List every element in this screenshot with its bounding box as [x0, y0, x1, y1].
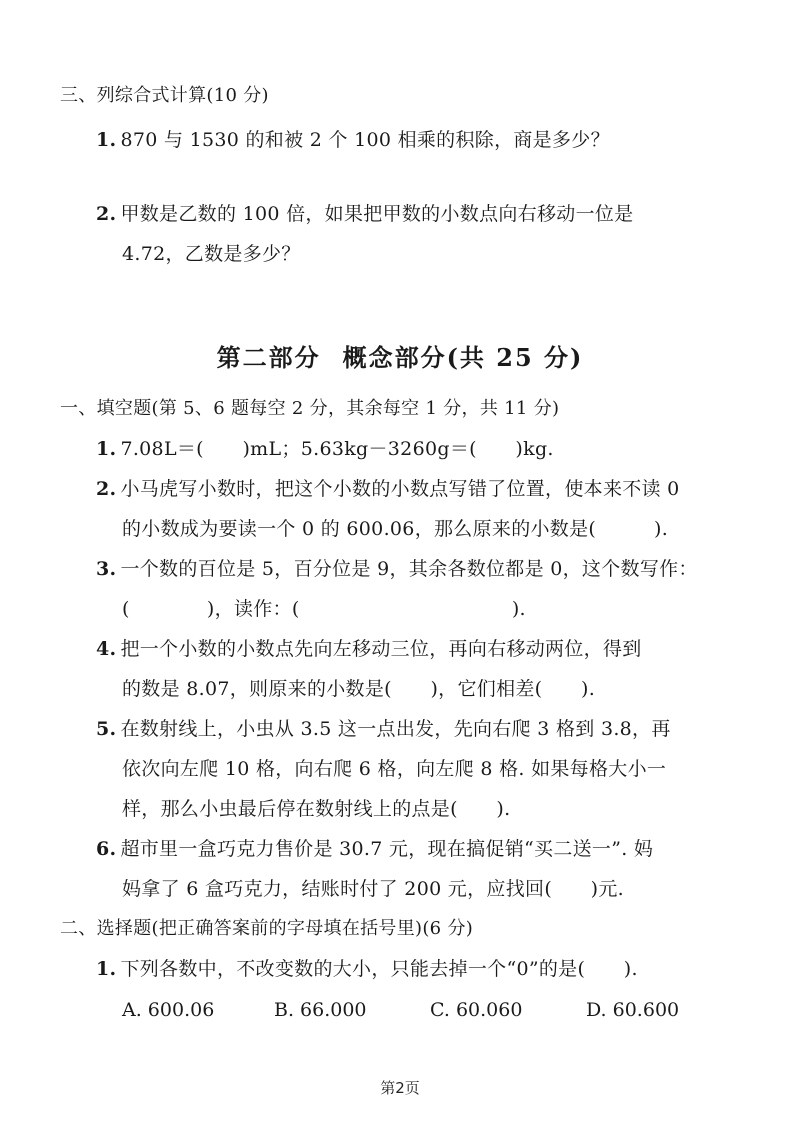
section3-heading: 三、列综合式计算(10 分) [60, 85, 269, 106]
question-number: 2. [96, 478, 117, 500]
question-number: 1. [96, 958, 117, 980]
fill-question-5-line2: 依次向左爬 10 格，向右爬 6 格，向左爬 8 格. 如果每格大小一 [122, 758, 667, 780]
section3-question-2-line1 [96, 202, 633, 226]
part2-title-a: 第二部分 [216, 343, 321, 372]
choice-option-b: B. 66.000 [274, 999, 367, 1021]
question-text: 在数射线上，小虫从 3.5 这一点出发，先向右爬 3 格到 3.8，再 [120, 718, 671, 740]
part2-title [0, 338, 800, 373]
question-text: 7.08L＝( )mL；5.63kg－3260g＝( )kg. [120, 438, 554, 460]
fill-question-3-line2: ( )，读作：( ). [122, 598, 526, 620]
question-number: 6. [96, 838, 117, 860]
fill-heading: 一、填空题(第 5、6 题每空 2 分，其余每空 1 分，共 11 分) [60, 398, 560, 419]
section3-question-2-line2: 4.72，乙数是多少？ [122, 243, 301, 265]
fill-question-4-line2: 的数是 8.07，则原来的小数是( )，它们相差( ). [122, 678, 596, 700]
question-number: 5. [96, 718, 117, 740]
fill-question-2-line1 [96, 477, 680, 501]
fill-question-4-line1 [96, 637, 642, 661]
fill-question-3-line1 [96, 557, 698, 581]
fill-question-2-line2: 的小数成为要读一个 0 的 600.06，那么原来的小数是( ). [122, 518, 669, 540]
question-number: 1. [96, 129, 117, 151]
fill-question-1 [96, 437, 554, 461]
question-text: 超市里一盒巧克力售价是 30.7 元，现在搞促销“买二送一”. 妈 [120, 838, 654, 860]
choice-question-1 [96, 957, 638, 981]
question-text: 下列各数中，不改变数的大小，只能去掉一个“0”的是( ). [120, 958, 638, 980]
page-number: 第2页 [380, 1079, 420, 1097]
section3-question-1 [96, 128, 610, 152]
question-number: 3. [96, 558, 117, 580]
fill-question-5-line3: 样，那么小虫最后停在数射线上的点是( ). [122, 798, 511, 820]
question-text: 把一个小数的小数点先向左移动三位，再向右移动两位，得到 [120, 638, 642, 660]
fill-question-5-line1 [96, 717, 671, 741]
fill-question-6-line2: 妈拿了 6 盒巧克力，结账时付了 200 元，应找回( )元. [122, 878, 624, 900]
part2-title-b: 概念部分(共 25 分) [342, 343, 584, 372]
question-number: 1. [96, 438, 117, 460]
choice-option-a: A. 600.06 [122, 999, 215, 1021]
question-number: 4. [96, 638, 117, 660]
question-text: 一个数的百位是 5，百分位是 9，其余各数位都是 0，这个数写作： [120, 558, 698, 580]
choice-heading: 二、选择题(把正确答案前的字母填在括号里)(6 分) [60, 918, 474, 939]
choice-option-d: D. 60.600 [586, 999, 680, 1021]
question-number: 2. [96, 203, 117, 225]
question-text: 甲数是乙数的 100 倍，如果把甲数的小数点向右移动一位是 [120, 203, 634, 225]
choice-option-c: C. 60.060 [430, 999, 523, 1021]
question-text: 小马虎写小数时，把这个小数的小数点写错了位置，使本来不读 0 [120, 478, 680, 500]
fill-question-6-line1 [96, 837, 653, 861]
question-text: 870 与 1530 的和被 2 个 100 相乘的积除，商是多少？ [120, 129, 610, 151]
